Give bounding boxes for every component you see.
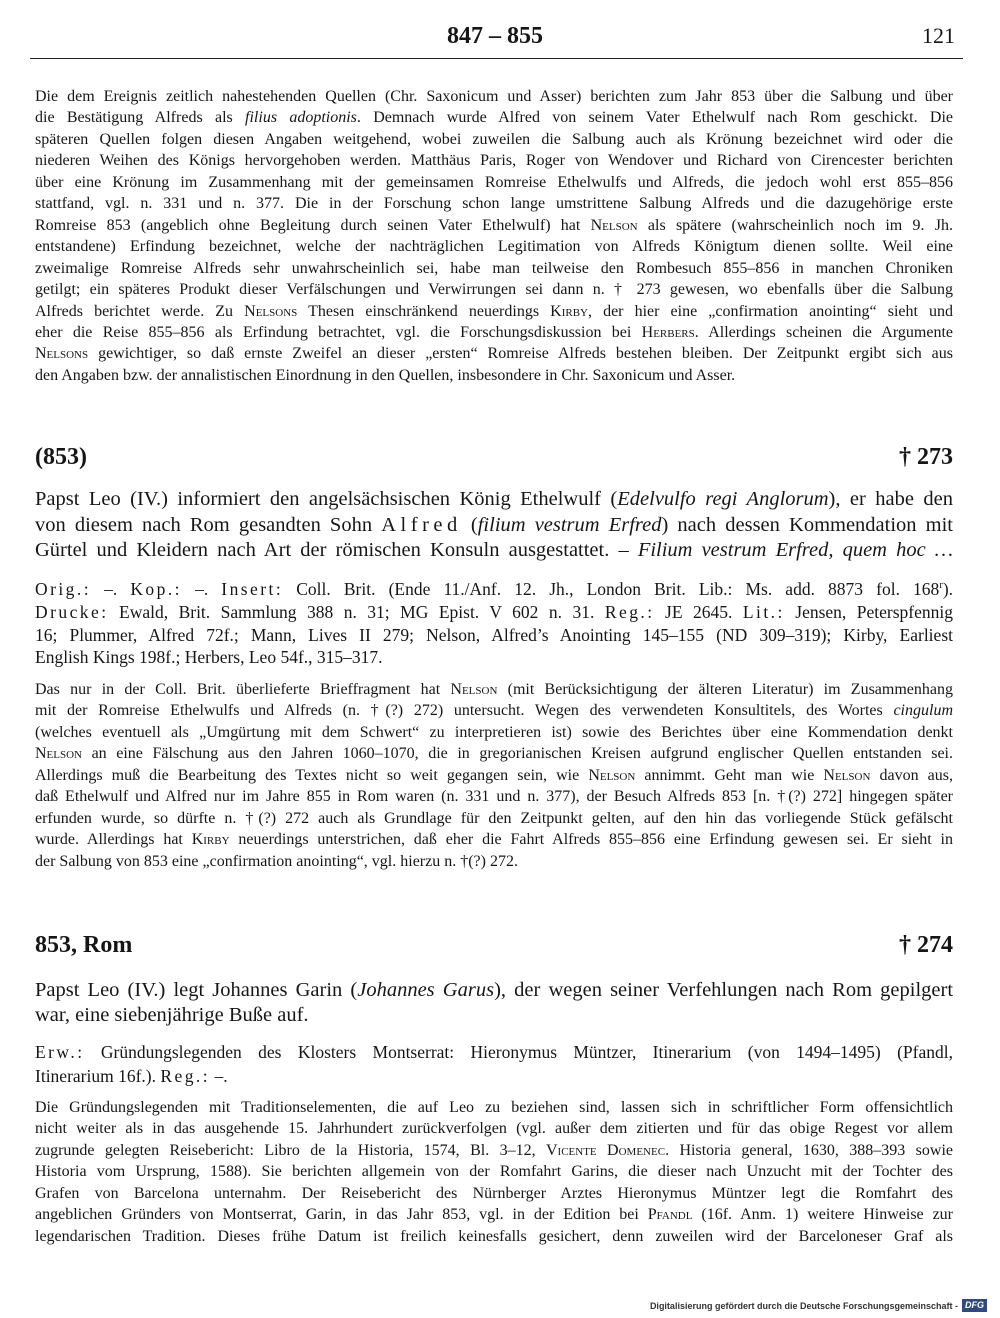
- text-line: [35, 513, 953, 539]
- text-line: [35, 1097, 953, 1118]
- text-line: [35, 1204, 953, 1225]
- text-run: ), der wegen seiner Verfehlungen nach Rom gepilgert: [494, 979, 953, 1001]
- text-run: Itinerarium 16f.).: [35, 1066, 161, 1086]
- small-caps-name: Herbers: [641, 323, 695, 341]
- small-caps-name: Nelson: [450, 681, 498, 698]
- text-line: [35, 765, 953, 786]
- spaced-text: Drucke:: [35, 601, 109, 622]
- text-run: . Demnach wurde Alfred von seinem Vater Ethelwulf nach Rom geschickt. Die: [356, 109, 953, 127]
- text-line: [35, 722, 953, 743]
- text-run: über eine Krönung im Zusammenhang mit der gemeinsamen Romreise Ethelwulfs und Alfreds, die jedoch wohl erst 855–856: [35, 173, 953, 191]
- text-run: Ewald, Brit. Sammlung 388 n. 31; MG Epist. V 602 n. 31.: [108, 601, 605, 622]
- text-line: [35, 808, 953, 829]
- text-run: . Allerdings scheinen die Argumente: [694, 323, 953, 341]
- small-caps-name: Nelson: [588, 766, 636, 784]
- text-run: ) nach dessen Kommendation mit: [661, 513, 953, 536]
- text-line: [35, 1040, 953, 1064]
- italic-text: Filium vestrum Erfred, quem hoc …: [637, 539, 953, 561]
- text-line: [35, 978, 953, 1003]
- text-run: Allerdings muß die Bearbeitung des Textes nicht so weit gegangen sein, wie: [35, 766, 589, 784]
- text-run: entstandene) Erfindung bezeichnet, welche der nachträglichen Legitimation von Alfreds Königtum dienen sollte. Weil eine: [35, 238, 953, 256]
- text-run: davon aus,: [870, 766, 953, 784]
- intro-commentary: [35, 86, 953, 386]
- text-run: Jensen, Peterspfennig: [784, 601, 953, 622]
- italic-text: Johannes Garus: [357, 979, 495, 1001]
- text-run: ).: [942, 579, 953, 599]
- small-caps-name: Nelson: [590, 216, 638, 234]
- text-run: –.: [181, 579, 222, 599]
- spaced-text: Kop.:: [130, 579, 182, 599]
- text-run: (welches eventuell als „Umgürtung mit dem Schwert“ zu interpretieren ist) sowie des Berichtes über eine Kommendation denkt: [35, 723, 953, 741]
- text-line: [35, 679, 953, 700]
- italic-text: filium vestrum Erfred: [477, 513, 662, 536]
- text-line: [35, 601, 953, 624]
- text-run: daß Ethelwulf und Alfred nur im Jahre 855 in Rom waren (n. 331 und n. 377), der Besuch Alfreds 853 [n. †(?) 272] hingegen später: [35, 788, 953, 806]
- text-line: [35, 365, 953, 386]
- text-line: [35, 578, 953, 601]
- text-run: eher die Reise 855–856 als Erfindung betrachtet, vgl. die Forschungsdiskussion bei: [35, 323, 642, 341]
- entry-commentary: [35, 679, 953, 872]
- text-run: der Salbung von 853 eine „confirmation anointing“, vgl. hierzu n. †(?) 272.: [35, 852, 518, 870]
- small-caps-name: Vicente Domenec: [546, 1141, 666, 1159]
- text-line: [35, 646, 953, 669]
- text-run: wurde. Allerdings hat: [35, 831, 192, 849]
- text-run: , der hier eine „confirmation anointing“ sieht und: [587, 302, 953, 320]
- text-run: Die Gründungslegenden mit Traditionselementen, die auf Leo zu beziehen sind, lassen sich in schriftlicher Form offensichtlich: [35, 1099, 953, 1116]
- text-run: getilgt; ein späteres Produkt dieser Verfälschungen und Verwirrungen sei dann n. † 273 gewesen, wo ebenfalls über die Salbung: [35, 281, 953, 299]
- small-caps-name: Nelsons: [35, 345, 89, 363]
- text-line: [35, 193, 953, 214]
- text-line: [35, 1161, 953, 1182]
- text-line: [35, 150, 953, 171]
- text-run: späteren Quellen folgen diesen Angaben weitgehend, wobei zuweilen die Salbung auch als Krönung bezeichnet wird oder die: [35, 130, 953, 148]
- text-line: [35, 1183, 953, 1204]
- entry-heading: [35, 442, 953, 472]
- spaced-text: Lit.:: [742, 601, 785, 622]
- small-caps-name: Kirby: [550, 302, 588, 320]
- italic-text: filius adoptionis: [245, 109, 357, 127]
- text-line: [35, 1226, 953, 1247]
- text-line: [35, 829, 953, 850]
- text-run: 16; Plummer, Alfred 72f.; Mann, Lives II 279; Nelson, Alfred’s Anointing 145–155 (ND 309–319); Kirby, Earliest: [35, 624, 953, 645]
- text-run: ), er habe den: [828, 488, 953, 510]
- small-caps-name: Pfandl: [647, 1206, 693, 1224]
- text-run: von diesem nach Rom gesandten Sohn: [35, 513, 382, 536]
- regest-text: [35, 978, 953, 1028]
- spaced-text: Orig.:: [35, 579, 92, 599]
- text-line: [35, 279, 953, 300]
- text-run: neuerdings unterstrichen, daß eher die Fahrt Alfreds 855–856 eine Erfindung gewesen sei. Er sieht in: [229, 831, 953, 849]
- entry-date: 853, Rom: [35, 932, 133, 958]
- header-rule: [30, 58, 963, 59]
- text-run: Thesen einschränkend neuerdings: [297, 302, 551, 320]
- running-head-range: 847 – 855: [447, 23, 543, 49]
- text-run: zugrunde gelegten Reisebericht: Libro de la Historia, 1574, Bl. 3–12,: [35, 1141, 546, 1159]
- text-run: Gründungslegenden des Klosters Montserrat: Hieronymus Müntzer, Itinerarium (von 1494–1495) (Pfandl,: [84, 1042, 953, 1062]
- page-number: 121: [922, 23, 955, 48]
- dfg-logo: DFG: [962, 1299, 987, 1312]
- digitization-footer: [650, 1298, 987, 1313]
- text-run: JE 2645.: [654, 601, 743, 622]
- footer-text: Digitalisierung gefördert durch die Deutsche Forschungsgemeinschaft -: [649, 1300, 958, 1311]
- text-run: den Angaben bzw. der annalistischen Einordnung in den Quellen, insbesondere in Chr. Saxonicum und Asser.: [35, 366, 736, 384]
- text-line: [35, 129, 953, 150]
- text-run: nicht weiter als in das ausgehende 15. Jahrhundert zurückverfolgen (vgl. außer dem zitierten und für das obige Regest vor allem: [35, 1120, 953, 1138]
- text-run: gewichtiger, so daß ernste Zweifel an dieser „ersten“ Romreise Alfreds bestehen bleiben. Der Zeitpunkt ergibt sich aus: [88, 345, 953, 363]
- text-line: [35, 258, 953, 279]
- spaced-text: Reg.:: [604, 601, 655, 622]
- italic-text: Edelvulfo regi Anglorum: [617, 488, 829, 510]
- text-run: als spätere (wahrscheinlich noch im 9. Jh.: [637, 216, 953, 234]
- text-run: Romreise 853 (angeblich ohne Begleitung durch seinen Vater Ethelwulf) hat: [35, 216, 591, 234]
- small-caps-name: Kirby: [191, 831, 230, 849]
- text-run: Alfreds berichtet werde. Zu: [35, 302, 245, 320]
- text-line: [35, 1064, 953, 1088]
- entry-commentary: [35, 1097, 953, 1247]
- text-run: an eine Fälschung aus den Jahren 1060–1070, die in gregorianischen Kreisen aufgrund englischer Quellen entstanden sei.: [82, 745, 953, 763]
- small-caps-name: Nelson: [823, 766, 871, 784]
- text-run: erfunden wurde, so dürfte n. †(?) 272 auch als Grundlage für den Zeitpunkt gelten, auf den hin das vorliegende Stück gefälscht: [35, 809, 953, 827]
- text-run: Papst Leo (IV.) informiert den angelsächsischen König Ethelwulf (: [35, 488, 618, 510]
- text-line: [35, 700, 953, 721]
- entry-number: † 274: [899, 932, 953, 958]
- text-line: [35, 487, 953, 513]
- small-caps-name: Nelsons: [244, 302, 298, 320]
- text-run: Gürtel und Kleidern nach Art der römischen Konsuln ausgestattet. –: [35, 539, 638, 561]
- regest-text: [35, 487, 953, 564]
- text-line: [35, 86, 953, 107]
- entry-number: † 273: [899, 444, 953, 470]
- text-run: –.: [210, 1066, 228, 1086]
- text-line: [35, 343, 953, 364]
- text-run: annimmt. Geht man wie: [635, 766, 824, 784]
- text-run: Historia vom Ursprung, 1588). Sie berichten allgemein von der Romfahrt Garins, die dieser nach Unzucht mit der Tochter des: [35, 1163, 953, 1181]
- text-line: [35, 851, 953, 872]
- text-run: . Historia general, 1630, 388–393 sowie: [665, 1141, 953, 1159]
- text-run: war, eine siebenjährige Buße auf.: [35, 1004, 309, 1026]
- spaced-text: Insert:: [221, 579, 284, 599]
- text-line: [35, 236, 953, 257]
- text-run: niederen Weihen des Königs hervorgehoben werden. Matthäus Paris, Roger von Wendover und Richard von Cirencester berichten: [35, 152, 953, 170]
- text-run: legendarischen Tradition. Dieses frühe Datum ist freilich keinesfalls gesichert, denn zuweilen wird der Barceloneser Graf als: [35, 1227, 953, 1245]
- text-run: zweimalige Romreise Alfreds sehr unwahrscheinlich sei, habe man teilweise den Rombesuch 855–856 in manchen Chroniken: [35, 259, 953, 277]
- superscript: r: [939, 580, 943, 592]
- text-line: [35, 107, 953, 128]
- entry-heading: [35, 930, 953, 960]
- small-caps-name: Nelson: [35, 745, 82, 763]
- text-line: [35, 301, 953, 322]
- sources-section: [35, 578, 953, 669]
- text-line: [35, 743, 953, 764]
- text-run: die Bestätigung Alfreds als: [35, 109, 246, 127]
- text-run: Die dem Ereignis zeitlich nahestehenden Quellen (Chr. Saxonicum und Asser) berichten zum Jahr 853 über die Salbung und über: [35, 88, 953, 105]
- text-run: Grafen von Barcelona unternahm. Der Reisebericht des Nürnberger Arztes Hieronymus Müntzer legt die Romfahrt des: [35, 1184, 953, 1202]
- text-run: mit der Romreise Ethelwulfs und Alfreds (n. †(?) 272) untersucht. Wegen des verwendeten Konsultitels, des Wortes: [35, 702, 894, 720]
- italic-text: cingulum: [893, 702, 953, 720]
- text-line: [35, 322, 953, 343]
- text-line: [35, 1140, 953, 1161]
- text-run: (: [461, 513, 478, 536]
- spaced-text: Alfred: [381, 513, 462, 536]
- text-run: –.: [91, 579, 131, 599]
- text-line: [35, 1118, 953, 1139]
- text-run: Coll. Brit. (Ende 11./Anf. 12. Jh., London Brit. Lib.: Ms. add. 8873 fol. 168: [283, 579, 940, 599]
- text-line: [35, 1003, 953, 1028]
- sources-section: [35, 1040, 953, 1088]
- spaced-text: Reg.:: [160, 1066, 211, 1086]
- text-run: Das nur in der Coll. Brit. überlieferte Brieffragment hat: [35, 681, 451, 698]
- text-run: stattfand, vgl. n. 331 und n. 377. Die in der Forschung schon lange umstrittene Salbung Alfreds und die dazugehörige erste: [35, 195, 953, 213]
- text-line: [35, 538, 953, 564]
- text-line: [35, 172, 953, 193]
- text-run: angeblichen Gründers von Montserrat, Garin, in das Jahr 853, vgl. in der Edition bei: [35, 1206, 648, 1224]
- spaced-text: Erw.:: [35, 1042, 85, 1062]
- entry-date: (853): [35, 444, 87, 470]
- text-line: [35, 786, 953, 807]
- text-line: [35, 215, 953, 236]
- text-run: (mit Berücksichtigung der älteren Literatur) im Zusammenhang: [497, 681, 953, 698]
- text-run: Papst Leo (IV.) legt Johannes Garin (: [35, 979, 358, 1001]
- text-run: (16f. Anm. 1) weitere Hinweise zur: [692, 1206, 953, 1224]
- text-run: English Kings 198f.; Herbers, Leo 54f., 315–317.: [35, 647, 383, 668]
- text-line: [35, 624, 953, 647]
